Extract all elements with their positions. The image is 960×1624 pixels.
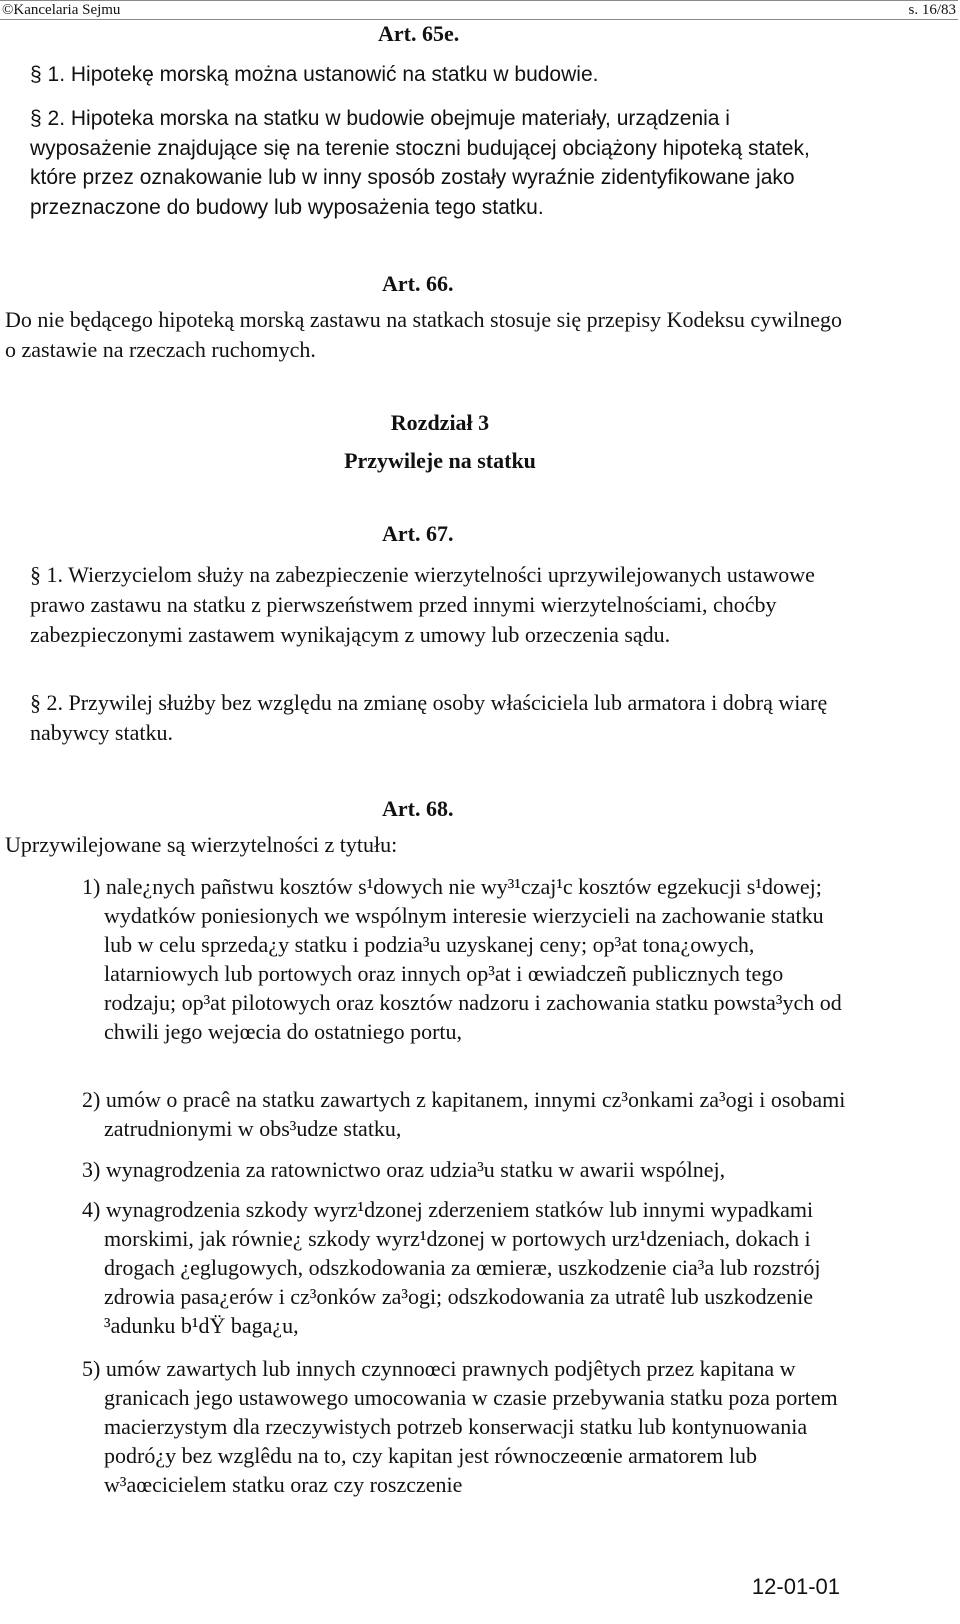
chapter-number: Rozdział 3 — [390, 410, 490, 435]
art-66-title: Art. 66. — [382, 271, 454, 296]
header-source: ©Kancelaria Sejmu — [2, 2, 121, 18]
art-66-text: Do nie będącego hipoteką morską zastawu na statkach stosuje się przepisy Kodeksu cywilnego o zastawie na rzeczach ruchomych. — [5, 307, 842, 362]
art-68-intro: Uprzywilejowane są wierzytelności z tytułu: — [5, 832, 398, 857]
art-68-item-3: 3) wynagrodzenia za ratownictwo oraz udzia³u statku w awarii wspólnej, — [82, 1157, 726, 1182]
chapter-title: Przywileje na statku — [344, 448, 536, 473]
page-header — [0, 0, 958, 20]
art-67-paragraph-1: § 1. Wierzycielom służy na zabezpieczenie wierzytelności uprzywilejowanych ustawowe prawo zastawu na statku z pierwszeństwem przed innymi wierzytelnościami, choćby zabezpieczonymi zastawem wynikającym z umowy lub orzeczenia sądu. — [30, 562, 815, 647]
art-68-item-2: 2) umów o pracê na statku zawartych z kapitanem, innymi cz³onkami za³ogi i osobami zatrudnionymi w obs³udze statku, — [82, 1087, 846, 1141]
art-68-item-1: 1) nale¿nych pañstwu kosztów s¹dowych nie wy³¹czaj¹c kosztów egzekucji s¹dowej; wydatków poniesionych we wspólnym interesie wierzycieli na zachowanie statku lub w celu sprzeda¿y statku i podzia³u uzyskanej ceny; op³at tona¿owych, latarniowych lub portowych oraz innych op³at i œwiadczeñ publicznych tego rodzaju; op³at pilotowych oraz kosztów nadzoru i zachowania statku powsta³ych od chwili jego wejœcia do ostatniego portu, — [82, 874, 842, 1044]
header-page-number: s. 16/83 — [908, 2, 956, 18]
art-67-paragraph-2: § 2. Przywilej służby bez względu na zmianę osoby właściciela lub armatora i dobrą wiarę nabywcy statku. — [30, 690, 828, 745]
art-65e-paragraph-2: § 2. Hipoteka morska na statku w budowie obejmuje materiały, urządzenia i wyposażenie znajdujące się na terenie stoczni budującej obciążony hipoteką statek, które przez oznakowanie lub w inny sposób zostały wyraźnie zidentyfikowane jako przeznaczone do budowy lub wyposażenia tego statku. — [30, 107, 810, 219]
art-65e-title: Art. 65e. — [378, 21, 460, 46]
footer-date: 12-01-01 — [751, 1574, 840, 1599]
art-65e-paragraph-1: § 1. Hipotekę morską można ustanowić na statku w budowie. — [30, 63, 599, 86]
art-68-title: Art. 68. — [382, 796, 454, 821]
art-68-item-5: 5) umów zawartych lub innych czynnoœci prawnych podjêtych przez kapitana w granicach jego ustawowego umocowania w czasie przebywania statku poza portem macierzystym dla rzeczywistych potrzeb konserwacji statku lub kontynuowania podró¿y bez wzglêdu na to, czy kapitan jest równoczeœnie armatorem lub w³aœcicielem statku oraz czy roszczenie — [82, 1356, 838, 1497]
art-68-item-4: 4) wynagrodzenia szkody wyrz¹dzonej zderzeniem statków lub innymi wypadkami morskimi, jak równie¿ szkody wyrz¹dzonej w portowych urz¹dzeniach, dokach i drogach ¿eglugowych, odszkodowania za œmieræ, uszkodzenie cia³a lub rozstrój zdrowia pasa¿erów i cz³onków za³ogi; odszkodowania za utratê lub uszkodzenie ³adunku b¹dŸ baga¿u, — [82, 1197, 821, 1338]
art-67-title: Art. 67. — [382, 521, 454, 546]
